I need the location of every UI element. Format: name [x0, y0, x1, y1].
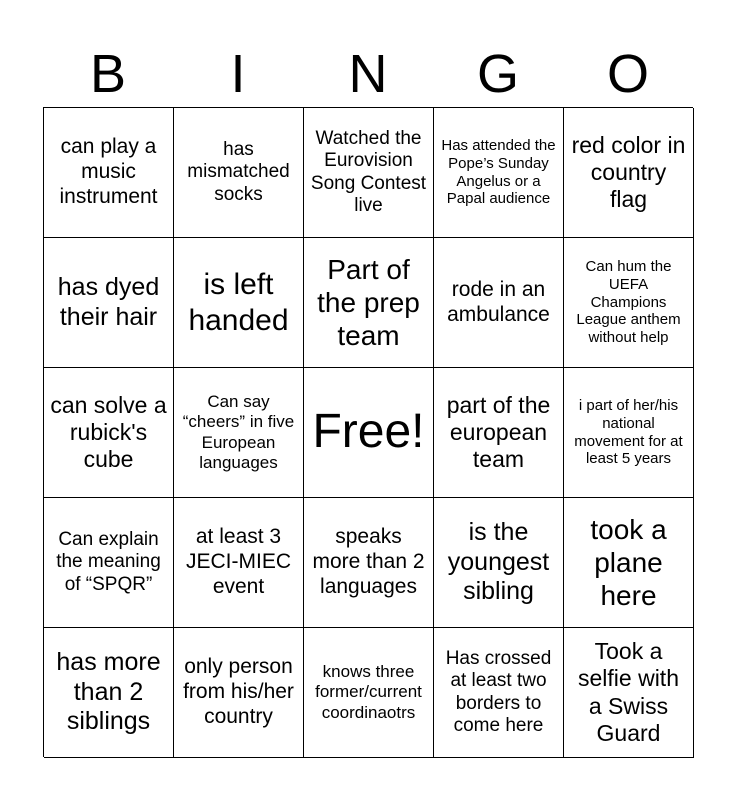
bingo-cell[interactable]: Took a selfie with a Swiss Guard — [564, 628, 694, 758]
bingo-cell[interactable]: Can explain the meaning of “SPQR” — [44, 498, 174, 628]
bingo-cell[interactable]: Has crossed at least two borders to come here — [434, 628, 564, 758]
header-letter-g: G — [476, 44, 519, 104]
bingo-header — [43, 40, 693, 108]
bingo-cell[interactable]: can solve a rubick's cube — [44, 368, 174, 498]
bingo-cell[interactable]: red color in country flag — [564, 108, 694, 238]
bingo-cell[interactable]: has more than 2 siblings — [44, 628, 174, 758]
header-letter-i: I — [230, 44, 246, 104]
bingo-cell[interactable]: Watched the Eurovision Song Contest live — [304, 108, 434, 238]
bingo-cell[interactable]: Can hum the UEFA Champions League anthem without help — [564, 238, 694, 368]
bingo-cell[interactable]: knows three former/current coordinaotrs — [304, 628, 434, 758]
bingo-cell[interactable]: is the youngest sibling — [434, 498, 564, 628]
bingo-cell[interactable]: took a plane here — [564, 498, 694, 628]
bingo-cell[interactable]: rode in an ambulance — [434, 238, 564, 368]
bingo-cell[interactable]: Can say “cheers” in five European languages — [174, 368, 304, 498]
bingo-cell[interactable]: only person from his/her country — [174, 628, 304, 758]
bingo-cell[interactable]: is left handed — [174, 238, 304, 368]
bingo-cell[interactable]: Has attended the Pope’s Sunday Angelus or a Papal audience — [434, 108, 564, 238]
bingo-cell[interactable]: at least 3 JECI-MIEC event — [174, 498, 304, 628]
bingo-cell[interactable]: part of the european team — [434, 368, 564, 498]
header-letter-n: N — [348, 44, 388, 104]
bingo-cell[interactable]: i part of her/his national movement for at least 5 years — [564, 368, 694, 498]
bingo-grid — [43, 107, 693, 757]
header-letter-b: B — [89, 44, 127, 104]
bingo-cell[interactable]: has dyed their hair — [44, 238, 174, 368]
bingo-cell[interactable]: can play a music instrument — [44, 108, 174, 238]
free-cell[interactable]: Free! — [304, 368, 434, 498]
bingo-cell[interactable]: Part of the prep team — [304, 238, 434, 368]
bingo-cell[interactable]: has mismatched socks — [174, 108, 304, 238]
bingo-cell[interactable]: speaks more than 2 languages — [304, 498, 434, 628]
header-letter-o: O — [606, 44, 649, 104]
